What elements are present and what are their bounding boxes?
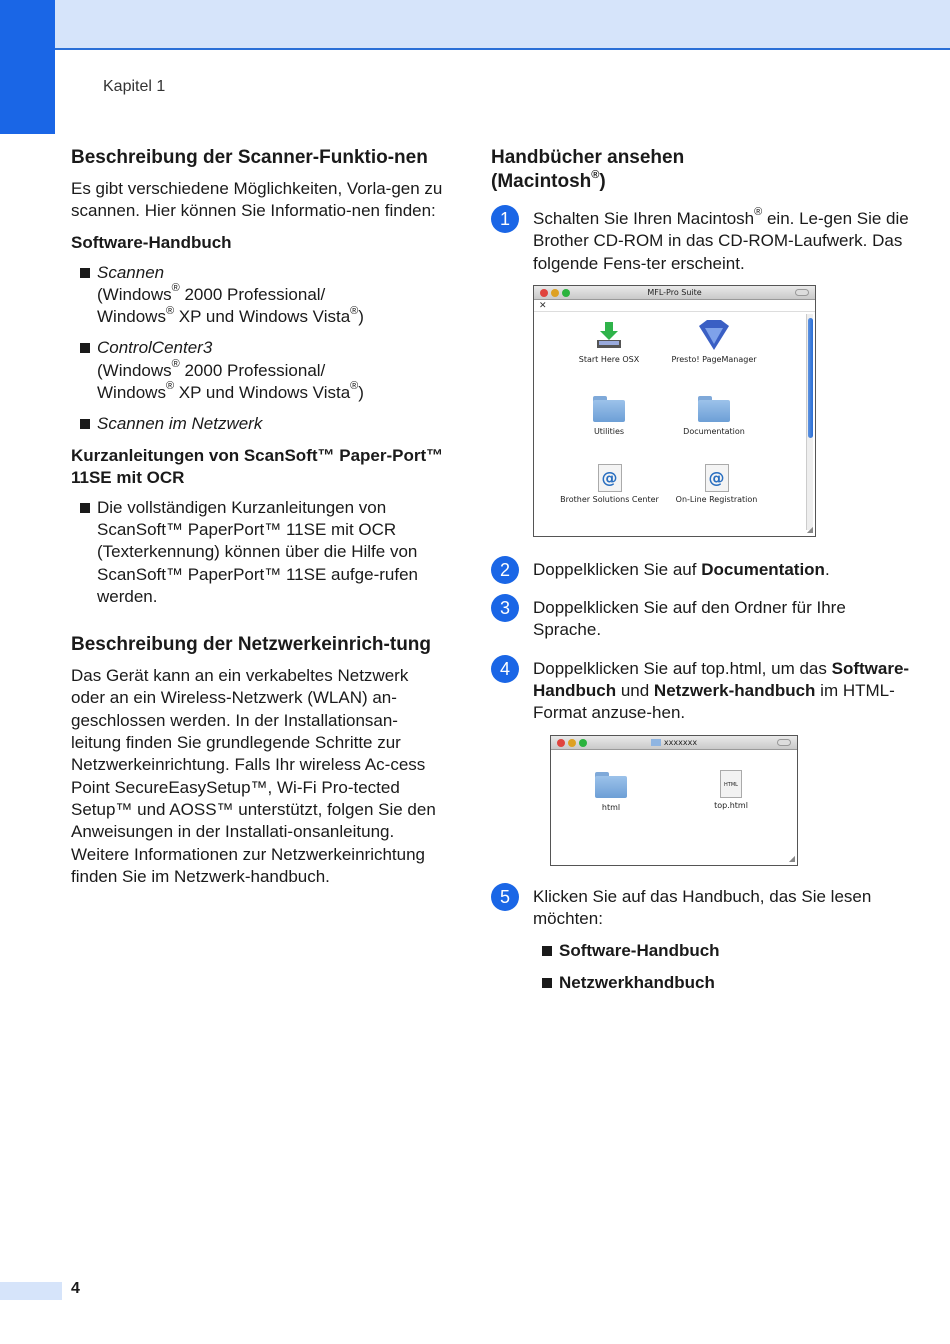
list-item: Die vollständigen Kurzanleitungen von ScanSoft™ PaperPort™ 11SE mit OCR (Texterkennung) können über die Hilfe von ScanSoft™ PaperPort™ 11SE aufge-rufen werden. [71,497,446,608]
folder-icon [593,396,625,422]
top-html-file[interactable]: HTML top.html [701,770,761,810]
step-2: 2 Doppelklicken Sie auf Documentation. [491,559,911,581]
software-heading: Software-Handbuch [71,232,232,252]
step-1: 1 Schalten Sie Ihren Macintosh® ein. Le-gen Sie die Brother CD-ROM in das CD-ROM-Laufwerk. Das folgende Fens-ter erscheint. [491,208,911,275]
window-toolbar [534,300,815,312]
chapter-tab [0,0,55,134]
scansoft-list [71,497,446,608]
list-item: ControlCenter3 (Windows® 2000 Professional/ Windows® XP und Windows Vista®) [71,337,446,404]
tools-icon[interactable]: ✕ [539,300,547,311]
page-number: 4 [71,1280,80,1297]
step-5: 5 Klicken Sie auf das Handbuch, das Sie lesen möchten: [491,886,911,931]
scanner-list [71,262,446,436]
scanner-heading: Beschreibung der Scanner-Funktio-nen [71,147,428,168]
footer-band [0,1282,62,1300]
left-column [71,146,446,897]
bullet-title: Scannen [97,262,165,282]
zoom-button[interactable] [579,739,587,747]
toolbar-toggle[interactable] [795,289,809,296]
scansoft-heading: Kurzanleitungen von ScanSoft™ Paper-Port™ 11SE mit OCR [71,445,444,487]
vertical-scrollbar[interactable] [806,314,813,530]
html-folder[interactable]: html [581,772,641,812]
manual-list [533,940,911,994]
documentation-folder[interactable]: Documentation [669,396,759,436]
toolbar-toggle[interactable] [777,739,791,746]
scanner-intro: Es gibt verschiedene Möglichkeiten, Vorla-gen zu scannen. Hier können Sie Informatio-nen finden: [71,179,443,221]
folder-title-icon [651,739,661,746]
minimize-button[interactable] [568,739,576,747]
folder-icon [595,772,627,798]
folder-icon [698,396,730,422]
step-4: 4 Doppelklicken Sie auf top.html, um das Software-Handbuch und Netzwerk-handbuch im HTML-Format anzuse-hen. [491,658,911,725]
step-3: 3 Doppelklicken Sie auf den Ordner für Ihre Sprache. [491,597,911,642]
mfl-pro-window [533,285,816,537]
scroll-thumb[interactable] [808,318,813,438]
bullet-title: Scannen im Netzwerk [97,414,263,434]
mac-heading: Handbücher ansehen (Macintosh®) [491,147,685,192]
header-band [0,0,950,50]
folder-window [550,735,798,866]
step-number: 5 [491,883,519,911]
step-number: 4 [491,655,519,683]
brother-solutions-center[interactable]: @ Brother Solutions Center [552,464,667,504]
window-titlebar [551,736,797,750]
close-button[interactable] [557,739,565,747]
online-registration[interactable]: @ On-Line Registration [664,464,769,504]
bullet-title: ControlCenter3 [97,338,213,358]
web-link-icon: @ [598,464,622,492]
utilities-folder[interactable]: Utilities [574,396,644,436]
vise-icon [697,320,731,350]
step-number: 2 [491,556,519,584]
step-number: 3 [491,594,519,622]
zoom-button[interactable] [562,289,570,297]
window-title: xxxxxxx [663,737,698,747]
step-number: 1 [491,205,519,233]
right-column [491,146,911,1003]
chapter-label: Kapitel 1 [103,78,166,95]
window-titlebar [534,286,815,300]
resize-handle[interactable]: ◢ [806,524,813,534]
list-item[interactable]: Netzwerkhandbuch [533,972,911,994]
resize-handle[interactable]: ◢ [788,853,795,863]
list-item: Scannen (Windows® 2000 Professional/ Windows® XP und Windows Vista®) [71,262,446,329]
list-item [71,413,446,435]
list-item[interactable]: Software-Handbuch [533,940,911,962]
web-link-icon: @ [705,464,729,492]
minimize-button[interactable] [551,289,559,297]
start-here-osx[interactable]: Start Here OSX [574,320,644,364]
window-title: MFL-Pro Suite [647,287,702,297]
network-heading: Beschreibung der Netzwerkeinrich-tung [71,634,432,656]
html-file-icon: HTML [720,770,742,798]
network-body: Das Gerät kann an ein verkabeltes Netzwerk oder an ein Wireless-Netzwerk (WLAN) an-geschlossen werden. In der Installationsan-leitung finden Sie grundlegende Schritte zur Netzwerkeinrichtung. Falls Ihr wireless Ac-cess Point SecureEasySetup™, Wi-Fi Pro-tected Setup™ und AOSS™ unterstützt, folgen Sie den Anweisungen in der Installati-onsanleitung. Weitere Informationen zur Netzwerkeinrichtung finden Sie im Netzwerk-handbuch. [71,666,436,886]
presto-pagemanager[interactable]: Presto! PageManager [669,320,759,364]
download-icon [594,320,624,350]
close-button[interactable] [540,289,548,297]
